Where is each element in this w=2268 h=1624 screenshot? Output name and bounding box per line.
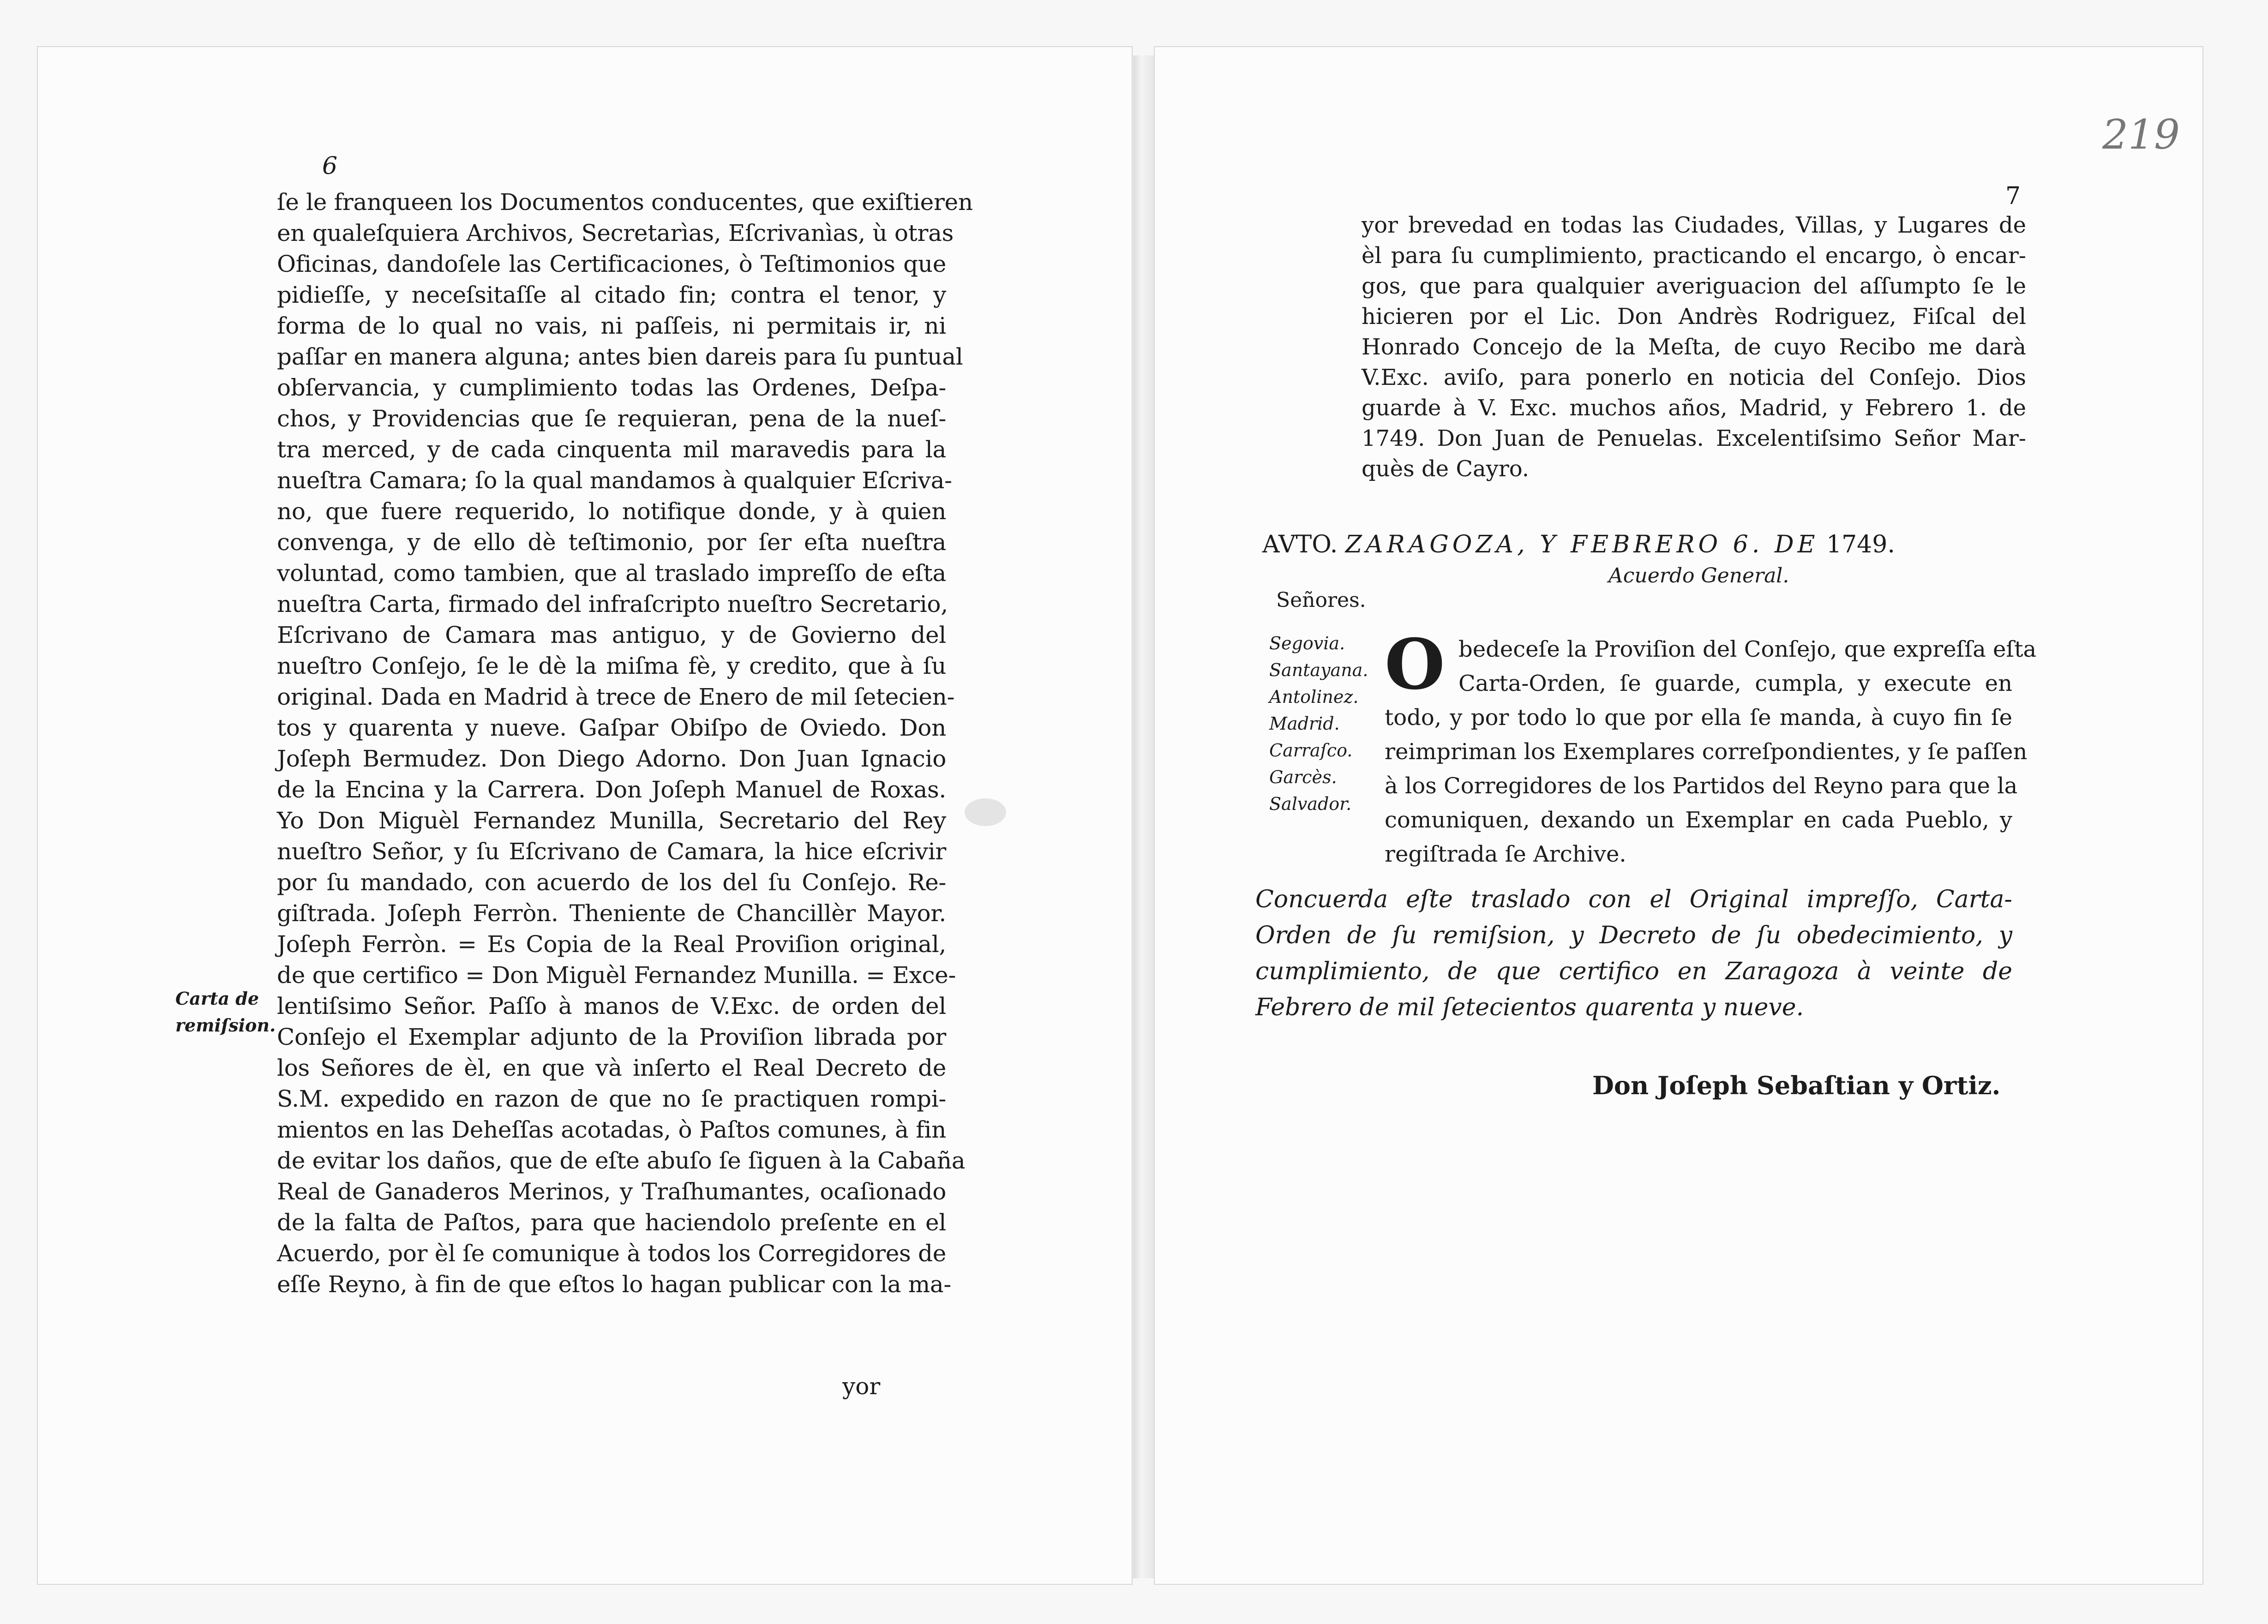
text-line: giſtrada. Joſeph Ferròn. Theniente de Chancillèr Mayor. (277, 900, 946, 927)
text-line: yor brevedad en todas las Ciudades, Villas, y Lugares de (1362, 212, 2026, 238)
book-gutter (1133, 55, 1154, 1578)
text-line: èl para ſu cumplimiento, practicando el encargo, ò encar- (1362, 243, 2026, 269)
text-line: regiſtrada ſe Archive. (1385, 841, 1626, 867)
senor-name: Garcès. (1269, 767, 1337, 787)
text-line: gos, que para qualquier averiguacion del aſſumpto ſe le (1362, 273, 2026, 299)
text-line: no, que fuere requerido, lo notifique donde, y à quien (277, 498, 946, 525)
senor-name: Antolinez. (1269, 687, 1359, 707)
concordance-text (1255, 881, 2012, 1025)
senores-list (1269, 630, 1368, 817)
auto-text (1385, 632, 2037, 871)
text-line: hicieren por el Lic. Don Andrès Rodriguez, Fiſcal del (1362, 304, 2026, 330)
text-line: quès de Cayro. (1362, 456, 1530, 482)
text-line: lentiſsimo Señor. Paſſo à manos de V.Exc. de orden del (277, 993, 946, 1019)
drop-cap: O (1385, 624, 1445, 705)
margin-note-line: remiſsion. (175, 1015, 276, 1036)
senor-name: Salvador. (1269, 794, 1352, 814)
text-line: 1749. Don Juan de Penuelas. Excelentiſsimo Señor Mar- (1362, 425, 2026, 451)
text-line: forma de lo qual no vais, ni paſſeis, ni permitais ir, ni (277, 312, 946, 339)
signature: Don Joſeph Sebaſtian y Ortiz. (1592, 1071, 2001, 1100)
text-line: tos y quarenta y nueve. Gaſpar Obiſpo de Oviedo. Don (277, 714, 946, 741)
text-line: cumplimiento, de que certifico en Zaragoza à veinte de (1255, 958, 2012, 985)
text-line: eſſe Reyno, à fin de que eſtos lo hagan publicar con la ma- (277, 1271, 952, 1298)
text-line: de evitar los daños, que de eſte abuſo ſe ſiguen à la Cabaña (277, 1147, 966, 1174)
text-line: por ſu mandado, con acuerdo de los del ſu Conſejo. Re- (277, 869, 946, 896)
text-line: Acuerdo, por èl ſe comunique à todos los Corregidores de (277, 1240, 946, 1267)
ink-smudge (965, 798, 1006, 826)
text-line: comuniquen, dexando un Exemplar en cada Pueblo, y (1385, 807, 2012, 833)
handwritten-folio-number: 219 (2102, 111, 2180, 158)
senor-name: Santayana. (1269, 660, 1368, 680)
text-line: voluntad, como tambien, que al traslado impreſſo de eſta (277, 560, 946, 587)
text-line: Honrado Concejo de la Meſta, de cuyo Recibo me darà (1362, 334, 2026, 360)
margin-note-line: Carta de (175, 988, 259, 1009)
acuerdo-general: Acuerdo General. (1608, 564, 1789, 587)
text-line: Oficinas, dandoſele las Certificaciones, ò Teſtimonios que (277, 251, 946, 277)
text-line: Carta-Orden, ſe guarde, cumpla, y execute en (1458, 671, 2012, 696)
left-page-text (277, 187, 973, 1300)
text-line: reimpriman los Exemplares correſpondientes, y ſe paſſen (1385, 739, 2028, 765)
text-line: V.Exc. aviſo, para ponerlo en noticia del Conſejo. Dios (1362, 365, 2026, 390)
text-line: todo, y por todo lo que por ella ſe manda, à cuyo fin ſe (1385, 705, 2012, 731)
text-line: guarde à V. Exc. muchos años, Madrid, y Febrero 1. de (1362, 395, 2026, 421)
auto-city-date: ZARAGOZA, Y FEBRERO 6. DE (1345, 531, 1819, 558)
text-line: nueſtro Conſejo, ſe le dè la miſma fè, y credito, que à ſu (277, 653, 946, 679)
page-number-left: 6 (322, 152, 338, 180)
text-line: los Señores de èl, en que và inſerto el Real Decreto de (277, 1055, 946, 1081)
text-line: Concuerda eſte traslado con el Original impreſſo, Carta- (1255, 886, 2012, 913)
senor-name: Madrid. (1269, 713, 1340, 734)
auto-year: 1749. (1826, 531, 1895, 558)
text-line: S.M. expedido en razon de que no ſe practiquen rompi- (277, 1085, 946, 1112)
senor-name: Carraſco. (1269, 740, 1353, 761)
senor-name: Segovia. (1269, 633, 1345, 653)
text-line: original. Dada en Madrid à trece de Enero de mil ſetecien- (277, 683, 955, 710)
catchword: yor (842, 1373, 881, 1400)
text-line: paſſar en manera alguna; antes bien dareis para ſu puntual (277, 343, 963, 370)
page-number-right: 7 (2005, 182, 2021, 210)
text-line: convenga, y de ello dè teſtimonio, por ſer eſta nueſtra (277, 529, 946, 556)
text-line: de que certifico = Don Miguèl Fernandez Munilla. = Exce- (277, 962, 956, 989)
text-line: nueſtra Carta, firmado del infraſcripto nueſtro Secretario, (277, 591, 948, 617)
text-line: chos, y Providencias que ſe requieran, pena de la nueſ- (277, 405, 946, 432)
text-line: de la falta de Paſtos, para que haciendolo preſente en el (277, 1209, 946, 1236)
text-line: bedeceſe la Proviſion del Conſejo, que expreſſa eſta (1458, 636, 2037, 662)
text-line: de la Encina y la Carrera. Don Joſeph Manuel de Roxas. (277, 776, 946, 803)
right-page-text (1362, 210, 2026, 484)
text-line: mientos en las Deheſſas acotadas, ò Paſtos comunes, à fin (277, 1116, 946, 1143)
text-line: Joſeph Ferròn. = Es Copia de la Real Proviſion original, (277, 931, 946, 958)
text-line: obſervancia, y cumplimiento todas las Ordenes, Deſpa- (277, 374, 946, 401)
text-line: tra merced, y de cada cinquenta mil maravedis para la (277, 436, 946, 463)
text-line: nueſtro Señor, y ſu Eſcrivano de Camara, la hice eſcrivir (277, 838, 946, 865)
text-line: Eſcrivano de Camara mas antiguo, y de Govierno del (277, 622, 946, 648)
text-line: nueſtra Camara; ſo la qual mandamos à qualquier Eſcriva- (277, 467, 952, 494)
text-line: à los Corregidores de los Partidos del Reyno para que la (1385, 773, 2018, 799)
auto-heading (1262, 531, 1895, 558)
text-line: en qualeſquiera Archivos, Secretarìas, Eſcrivanìas, ù otras (277, 220, 954, 246)
text-line: Real de Ganaderos Merinos, y Traſhumantes, ocaſionado (277, 1178, 946, 1205)
senores-label: Señores. (1276, 588, 1366, 612)
text-line: Conſejo el Exemplar adjunto de la Proviſion librada por (277, 1024, 946, 1050)
text-line: ſe le franqueen los Documentos conducentes, que exiſtieren (277, 189, 973, 216)
text-line: Joſeph Bermudez. Don Diego Adorno. Don Juan Ignacio (277, 745, 946, 772)
auto-label: AVTO. (1262, 531, 1338, 558)
text-line: Orden de ſu remiſsion, y Decreto de ſu obedecimiento, y (1255, 922, 2012, 949)
text-line: pidieſſe, y neceſsitaſſe al citado fin; contra el tenor, y (277, 282, 946, 308)
margin-note (175, 985, 276, 1039)
text-line: Yo Don Miguèl Fernandez Munilla, Secretario del Rey (277, 807, 946, 834)
text-line: Febrero de mil ſetecientos quarenta y nueve. (1255, 994, 1804, 1021)
